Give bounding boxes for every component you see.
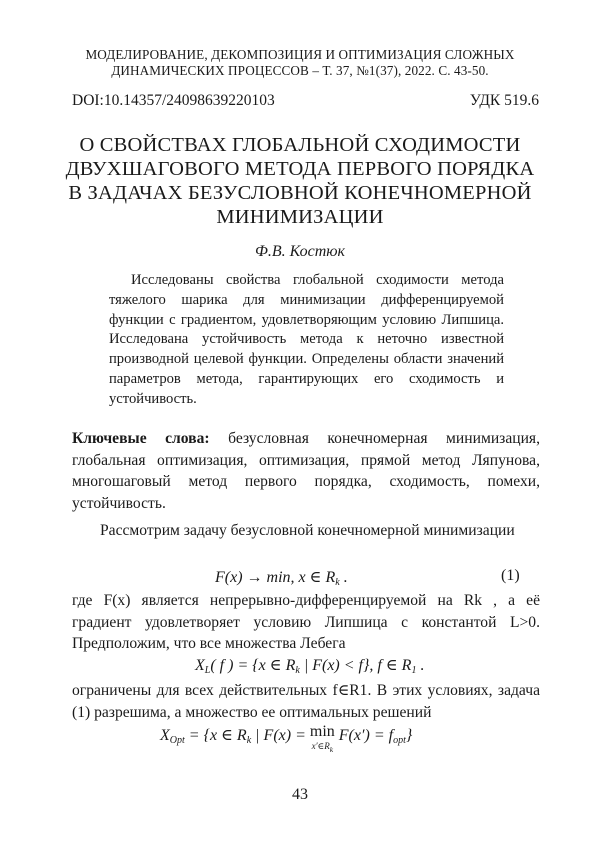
- journal-header: [60, 47, 540, 79]
- formula-1: F(x) → min, x ∈ $R_k$ .: [215, 569, 348, 588]
- page-number: 43: [292, 786, 308, 803]
- paragraph-1: Рассмотрим задачу безусловной конечномерной минимизации: [100, 522, 515, 539]
- doi-udk-row: [72, 92, 539, 110]
- min-operator: min $x'\in R_k$: [309, 723, 335, 754]
- keywords-text: безусловная конечномерная минимизация, глобальная оптимизация, оптимизация, прямой метод Ляпунова, многошаговый метод первого порядка, сходимость, помехи, устойчивость.: [72, 430, 541, 512]
- title-line-3: В ЗАДАЧАХ БЕЗУСЛОВНОЙ КОНЕЧНОМЕРНОЙ: [68, 182, 532, 204]
- formula-1-number: (1): [501, 567, 520, 584]
- keywords-label: Ключевые слова:: [72, 430, 210, 447]
- title-line-2: ДВУХШАГОВОГО МЕТОДА ПЕРВОГО ПОРЯДКА: [65, 158, 535, 180]
- title-line-4: МИНИМИЗАЦИИ: [216, 206, 384, 228]
- formula-optimal-set: $X_{Opt} = \{x$ ∈ $R_k$ | F(x) = min $x'\in R_k$ $F(x') = f_{opt}$}: [160, 725, 412, 757]
- paragraph-2: где F(x) является непрерывно-дифференцируемой на Rk , а её градиент удовлетворяет условию Липшица с константой L>0. Предположим, что все множества Лебега: [72, 592, 540, 652]
- journal-line-1: МОДЕЛИРОВАНИЕ, ДЕКОМПОЗИЦИЯ И ОПТИМИЗАЦИЯ СЛОЖНЫХ: [85, 47, 515, 62]
- abstract: Исследованы свойства глобальной сходимости метода тяжелого шарика для минимизации дифференцируемой функции с градиентом, удовлетворяющим условию Липшица. Исследована устойчивость метода к неточно известной производной целевой функции. Определены области значений параметров метода, гарантирующих его сходимость и устойчивость.: [109, 272, 504, 407]
- udk: УДК 519.6: [469, 92, 539, 109]
- article-title: [50, 133, 550, 229]
- formula-lebesgue-set: $X_L$( f ) = {x ∈ $R_k$ | F(x) < f}, f ∈ $R_1$ .: [195, 657, 425, 676]
- doi: DOI:10.14357/24098639220103: [72, 92, 275, 109]
- author: Ф.В. Костюк: [254, 243, 346, 260]
- keywords: [72, 428, 540, 514]
- journal-line-2: ДИНАМИЧЕСКИХ ПРОЦЕССОВ – Т. 37, №1(37), 2022. С. 43-50.: [111, 63, 489, 78]
- paragraph-3: ограничены для всех действительных f∈R1. В этих условиях, задача (1) разрешима, а множество ее оптимальных решений: [72, 682, 540, 721]
- title-line-1: О СВОЙСТВАХ ГЛОБАЛЬНОЙ СХОДИМОСТИ: [79, 134, 521, 156]
